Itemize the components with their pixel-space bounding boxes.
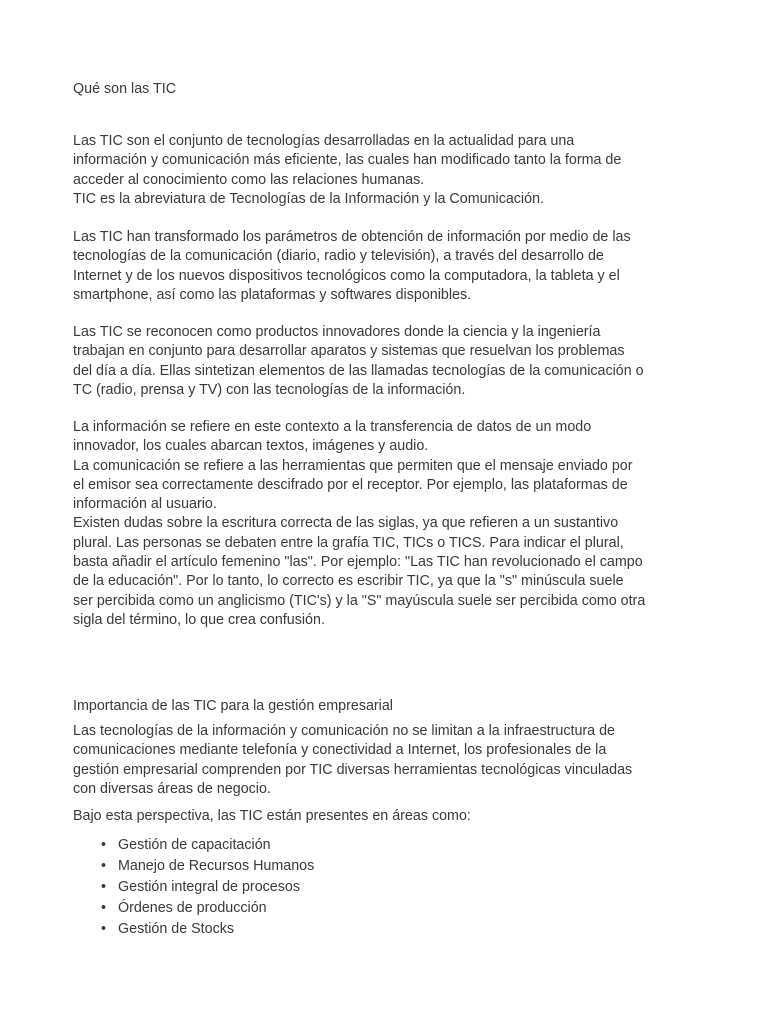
text-line: Internet y de los nuevos dispositivos tecnológicos como la computadora, la tableta y el (73, 267, 620, 284)
bullet-glyph: • (101, 900, 107, 916)
text-line: Las TIC han transformado los parámetros de obtención de información por medio de las (73, 229, 631, 245)
paragraph-perspective (73, 807, 703, 826)
bullet-glyph: • (101, 858, 107, 874)
list-item-text: Manejo de Recursos Humanos (118, 858, 315, 874)
text-line: TC (radio, prensa y TV) con las tecnologías de la información. (73, 381, 466, 398)
text-line: información y comunicación más eficiente, las cuales han modificado tanto la forma de (73, 152, 622, 169)
text-line: de la educación". Por lo tanto, lo correcto es escribir TIC, ya que la "s" minúscula suele (73, 573, 624, 590)
text-line: Existen dudas sobre la escritura correcta de las siglas, ya que refieren a un sustantivo (73, 515, 619, 532)
text-line: con diversas áreas de negocio. (73, 780, 271, 797)
text-line: Las TIC son el conjunto de tecnologías desarrolladas en la actualidad para una (73, 133, 575, 149)
text-line: del día a día. Ellas sintetizan elementos de las llamadas tecnologías de la comunicación o (73, 362, 644, 379)
text-line: Bajo esta perspectiva, las TIC están presentes en áreas como: (73, 808, 471, 824)
text-line: comunicaciones mediante telefonía y conectividad a Internet, los profesionales de la (73, 742, 607, 759)
list-item (73, 877, 314, 898)
text-line: Las tecnologías de la información y comunicación no se limitan a la infraestructura de (73, 723, 615, 739)
text-line: smartphone, así como las plataformas y softwares disponibles. (73, 286, 472, 303)
text-line: acceder al conocimiento como las relaciones humanas. (73, 171, 425, 188)
section-title-importancia: Importancia de las TIC para la gestión empresarial (73, 698, 393, 714)
list-item-text: Gestión integral de procesos (118, 879, 300, 895)
text-line: información al usuario. (73, 496, 217, 513)
text-line: gestión empresarial comprenden por TIC diversas herramientas tecnológicas vinculadas (73, 761, 633, 778)
list-item-text: Órdenes de producción (118, 900, 267, 916)
text-line: La comunicación se refiere a las herramientas que permiten que el mensaje enviado por (73, 457, 633, 474)
paragraph-innovation (73, 323, 703, 400)
list-item (73, 919, 314, 940)
text-line: TIC es la abreviatura de Tecnologías de la Información y la Comunicación. (73, 190, 544, 207)
text-line: basta añadir el artículo femenino "las". Por ejemplo: "Las TIC han revolucionado el campo (73, 554, 643, 571)
text-line: tecnologías de la comunicación (diario, radio y televisión), a través del desarrollo de (73, 248, 604, 265)
list-item (73, 856, 314, 877)
text-line: sigla del término, lo que crea confusión. (73, 611, 325, 628)
list-item-text: Gestión de capacitación (118, 837, 271, 853)
bullet-glyph: • (101, 879, 107, 895)
text-line: innovador, los cuales abarcan textos, imágenes y audio. (73, 438, 429, 455)
areas-list (73, 835, 314, 940)
text-line: plural. Las personas se debaten entre la grafía TIC, TICs o TICS. Para indicar el plural, (73, 534, 624, 551)
bullet-glyph: • (101, 837, 107, 853)
paragraph-transformation (73, 228, 703, 305)
text-line: el emisor sea correctamente descifrado por el receptor. Por ejemplo, las plataformas de (73, 476, 628, 493)
text-line: La información se refiere en este contexto a la transferencia de datos de un modo (73, 419, 592, 435)
text-line: trabajan en conjunto para desarrollar aparatos y sistemas que resuelvan los problemas (73, 343, 625, 360)
text-line: Las TIC se reconocen como productos innovadores donde la ciencia y la ingeniería (73, 324, 601, 340)
list-item (73, 835, 314, 856)
list-item-text: Gestión de Stocks (118, 921, 235, 937)
bullet-glyph: • (101, 921, 107, 937)
paragraph-business-tools (73, 722, 703, 799)
text-line: ser percibida como un anglicismo (TIC's) y la "S" mayúscula suele ser percibida como otra (73, 592, 646, 609)
paragraph-information-communication (73, 418, 703, 630)
list-item (73, 898, 314, 919)
section-title-que-son-tic: Qué son las TIC (73, 81, 177, 97)
paragraph-definition (73, 132, 703, 209)
